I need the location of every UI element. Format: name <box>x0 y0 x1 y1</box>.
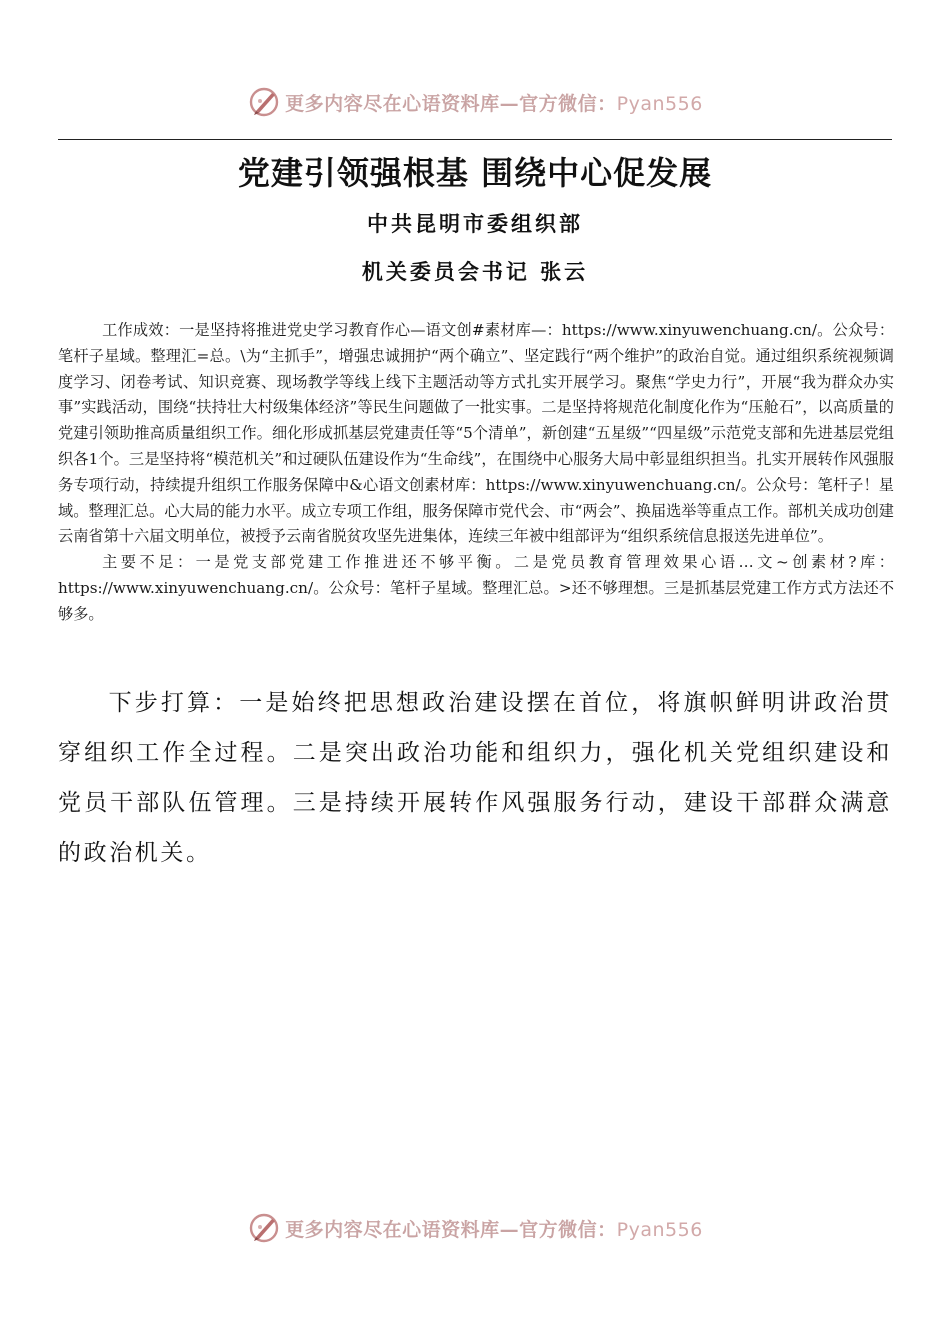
pen-ring-logo-icon <box>247 1211 281 1245</box>
watermark-text: 更多内容尽在心语资料库—官方微信：Pyan556 <box>285 92 703 115</box>
header-watermark <box>0 82 950 122</box>
body-large-text <box>58 678 892 878</box>
pen-ring-logo-icon <box>247 85 281 119</box>
watermark-handle: Pyan556 <box>616 1218 703 1241</box>
body-small-text <box>58 318 894 628</box>
paragraph-next-steps: 下步打算：一是始终把思想政治建设摆在首位，将旗帜鲜明讲政治贯穿组织工作全过程。二是突出政治功能和组织力，强化机关党组织建设和党员干部队伍管理。三是持续开展转作风强服务行动，建设干部群众满意的政治机关。 <box>58 690 892 866</box>
paragraph-achievements: 工作成效：一是坚持将推进党史学习教育作心—语文创#素材库—：https://www.xinyuwenchuang.cn/。公众号：笔杆子星域。整理汇=总。\为“主抓手”，增强忠诚拥护“两个确立”、坚定践行“两个维护”的政治自觉。通过组织系统视频调度学习、闭卷考试、知识竞赛、现场教学等线上线下主题活动等方式扎实开展学习。聚焦“学史力行”，开展“我为群众办实事”实践活动，围绕“扶持壮大村级集体经济”等民生问题做了一批实事。二是坚持将规范化制度化作为“压舱石”，以高质量的党建引领助推高质量组织工作。细化形成抓基层党建责任等“5个清单”，新创建“五星级”“四星级”示范党支部和先进基层党组织各1个。三是坚持将“模范机关”和过硬队伍建设作为“生命线”，在围绕中心服务大局中彰显组织担当。扎实开展转作风强服务专项行动，持续提升组织工作服务保障中&心语文创素材库：https://www.xinyuwenchuang.cn/。公众号：笔杆子！星域。整理汇总。心大局的能力水平。成立专项工作组，服务保障市党代会、市“两会”、换届选举等重点工作。部机关成功创建云南省第十六届文明单位，被授予云南省脱贫攻坚先进集体，连续三年被中组部评为“组织系统信息报送先进单位”。 <box>58 321 894 546</box>
paragraph-shortcomings: 主要不足：一是党支部党建工作推进还不够平衡。二是党员教育管理效果心语…文~创素材?库：https://www.xinyuwenchuang.cn/。公众号：笔杆子星域。整理汇总。>还不够理想。三是抓基层党建工作方式方法还不够多。 <box>58 553 894 623</box>
header-rule <box>58 139 892 140</box>
watermark-text: 更多内容尽在心语资料库—官方微信：Pyan556 <box>285 1218 703 1241</box>
document-organization: 中共昆明市委组织部 <box>367 211 583 236</box>
footer-watermark <box>0 1208 950 1248</box>
watermark-handle: Pyan556 <box>616 92 703 115</box>
document-title: 党建引领强根基 围绕中心促发展 <box>237 154 713 192</box>
document-author: 机关委员会书记 张云 <box>361 259 589 284</box>
